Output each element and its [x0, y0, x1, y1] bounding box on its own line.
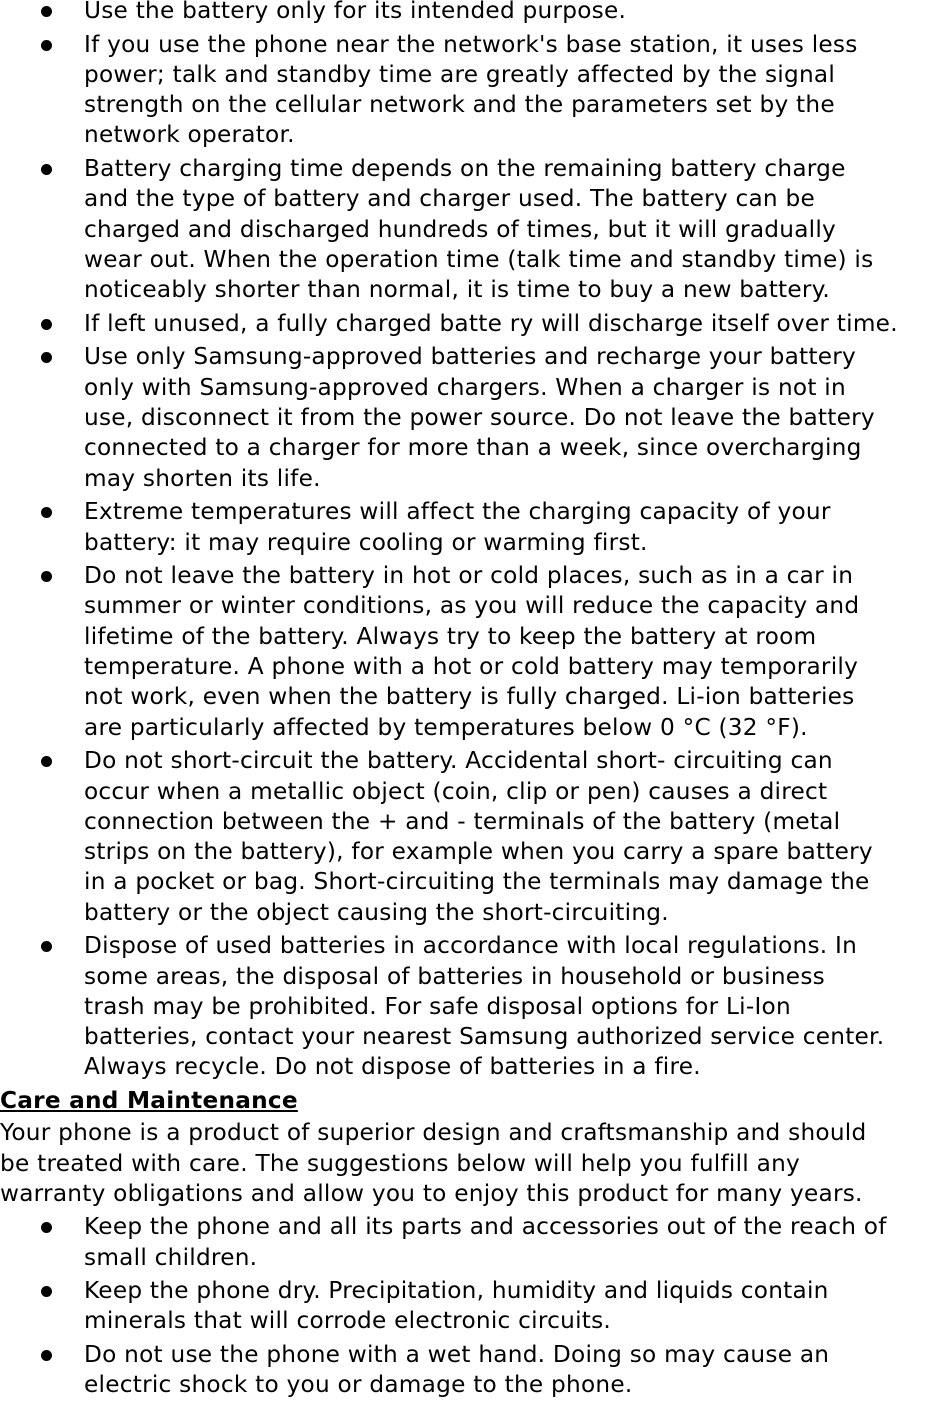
- bullet-dot-icon: [41, 6, 52, 17]
- bullet-text-line: wear out. When the operation time (talk time and standby time) is: [84, 245, 874, 273]
- bullet-text-line: only with Samsung-approved chargers. When a charger is not in: [84, 373, 846, 401]
- bullet-item: [0, 497, 943, 558]
- bullet-text-line: use, disconnect it from the power source. Do not leave the battery: [84, 404, 875, 432]
- care-bullet-list: [0, 1212, 943, 1400]
- intro-paragraph: [0, 1118, 943, 1209]
- bullet-text-line: minerals that will corrode electronic circuits.: [84, 1307, 612, 1335]
- bullet-text-line: connected to a charger for more than a week, since overcharging: [84, 434, 862, 462]
- bullet-text-line: trash may be prohibited. For safe disposal options for Li-Ion: [84, 992, 791, 1020]
- bullet-dot-icon: [41, 756, 52, 767]
- intro-text-line: be treated with care. The suggestions below will help you fulfill any: [0, 1149, 800, 1177]
- bullet-text-line: batteries, contact your nearest Samsung authorized service center.: [84, 1023, 885, 1051]
- bullet-text-line: Keep the phone and all its parts and accessories out of the reach of: [84, 1213, 887, 1241]
- bullet-text-line: battery or the object causing the short-circuiting.: [84, 898, 669, 926]
- bullet-dot-icon: [41, 941, 52, 952]
- bullet-dot-icon: [41, 1350, 52, 1361]
- bullet-text-line: are particularly affected by temperatures below 0 °C (32 °F).: [84, 713, 808, 741]
- bullet-text-line: connection between the + and - terminals of the battery (metal: [84, 807, 841, 835]
- bullet-dot-icon: [41, 352, 52, 363]
- section-heading: Care and Maintenance: [0, 1087, 298, 1115]
- bullet-text-line: Use the battery only for its intended purpose.: [84, 0, 627, 24]
- bullet-text-line: electric shock to you or damage to the phone.: [84, 1371, 633, 1399]
- bullet-text-line: not work, even when the battery is fully charged. Li-ion batteries: [84, 683, 855, 711]
- bullet-text-line: Always recycle. Do not dispose of batteries in a fire.: [84, 1053, 701, 1081]
- bullet-dot-icon: [41, 1286, 52, 1297]
- bullet-item: [0, 309, 943, 339]
- bullet-item: [0, 746, 943, 928]
- bullet-text-line: Do not use the phone with a wet hand. Doing so may cause an: [84, 1341, 830, 1369]
- bullet-text-line: If left unused, a fully charged batte ry will discharge itself over time.: [84, 309, 898, 337]
- bullet-text-line: battery: it may require cooling or warming first.: [84, 528, 648, 556]
- bullet-dot-icon: [41, 571, 52, 582]
- bullet-text-line: If you use the phone near the network's base station, it uses less: [84, 30, 858, 58]
- bullet-dot-icon: [41, 507, 52, 518]
- bullet-item: [0, 931, 943, 1082]
- bullet-text-line: and the type of battery and charger used. The battery can be: [84, 185, 815, 213]
- bullet-text-line: small children.: [84, 1243, 258, 1271]
- bullet-text-line: Keep the phone dry. Precipitation, humidity and liquids contain: [84, 1277, 829, 1305]
- bullet-text-line: occur when a metallic object (coin, clip or pen) causes a direct: [84, 777, 828, 805]
- bullet-text-line: strength on the cellular network and the parameters set by the: [84, 91, 835, 119]
- intro-text-line: Your phone is a product of superior design and craftsmanship and should: [0, 1119, 867, 1147]
- bullet-text-line: lifetime of the battery. Always try to keep the battery at room: [84, 622, 817, 650]
- bullet-item: [0, 1276, 943, 1337]
- bullet-item: [0, 30, 943, 151]
- bullet-text-line: Do not leave the battery in hot or cold places, such as in a car in: [84, 562, 854, 590]
- bullet-item: [0, 0, 943, 26]
- bullet-text-line: strips on the battery), for example when you carry a spare battery: [84, 838, 873, 866]
- bullet-text-line: Use only Samsung-approved batteries and recharge your battery: [84, 343, 856, 371]
- bullet-text-line: noticeably shorter than normal, it is time to buy a new battery.: [84, 276, 830, 304]
- bullet-text-line: temperature. A phone with a hot or cold battery may temporarily: [84, 653, 859, 681]
- intro-text-line: warranty obligations and allow you to enjoy this product for many years.: [0, 1179, 863, 1207]
- bullet-text-line: in a pocket or bag. Short-circuiting the terminals may damage the: [84, 868, 870, 896]
- bullet-item: [0, 1212, 943, 1273]
- bullet-text-line: network operator.: [84, 121, 295, 149]
- bullet-text-line: may shorten its life.: [84, 464, 321, 492]
- bullet-dot-icon: [41, 1222, 52, 1233]
- bullet-item: [0, 342, 943, 493]
- bullet-item: [0, 1340, 943, 1401]
- bullet-text-line: Extreme temperatures will affect the charging capacity of your: [84, 498, 831, 526]
- bullet-text-line: power; talk and standby time are greatly affected by the signal: [84, 60, 836, 88]
- bullet-text-line: Dispose of used batteries in accordance with local regulations. In: [84, 932, 858, 960]
- bullet-dot-icon: [41, 164, 52, 175]
- bullet-text-line: some areas, the disposal of batteries in household or business: [84, 962, 825, 990]
- bullet-item: [0, 561, 943, 743]
- bullet-text-line: Battery charging time depends on the remaining battery charge: [84, 155, 846, 183]
- bullet-text-line: Do not short-circuit the battery. Accidental short- circuiting can: [84, 747, 833, 775]
- bullet-text-line: charged and discharged hundreds of times, but it will gradually: [84, 215, 837, 243]
- bullet-dot-icon: [41, 319, 52, 330]
- bullet-dot-icon: [41, 40, 52, 51]
- bullet-item: [0, 154, 943, 305]
- bullet-text-line: summer or winter conditions, as you will reduce the capacity and: [84, 592, 860, 620]
